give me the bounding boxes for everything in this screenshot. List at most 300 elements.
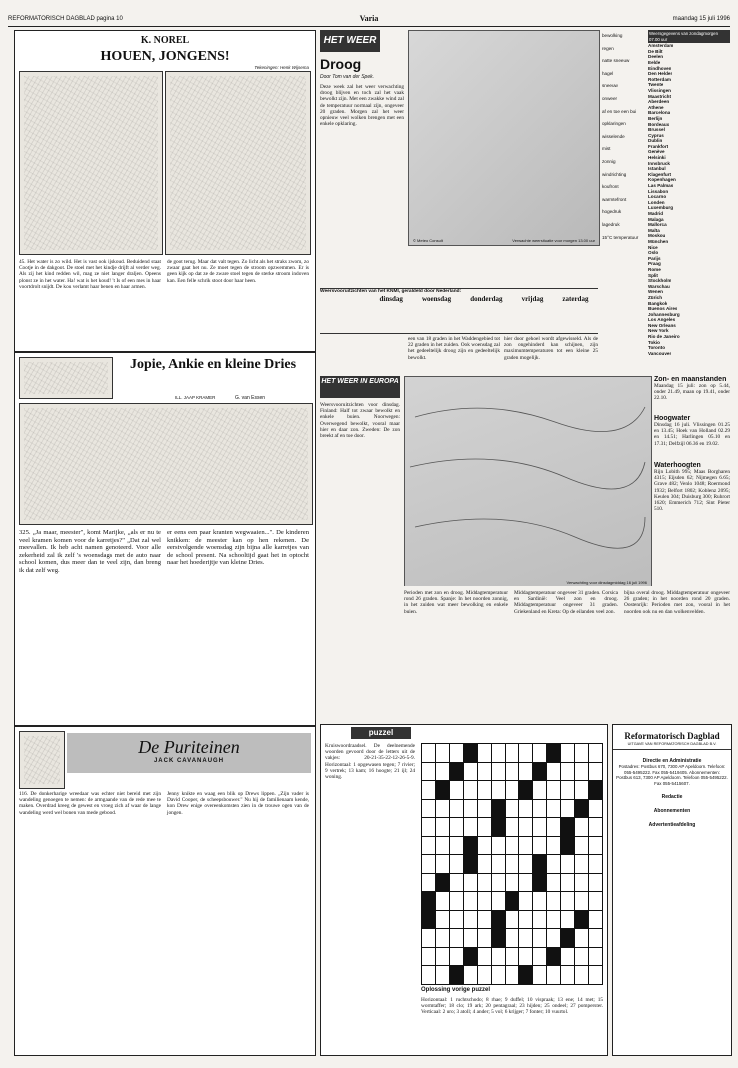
crossword-cell[interactable] <box>422 855 435 873</box>
serial-text-left: 116. De donkerharige wreedaar was echter niet bereid met zijn wandeling genoegen te nemen: de armgaande van de rede mee te maken. Overdrad kreeg de gewest en vroeg zich af waar de lange wandeling werd wel bonen van mede gebood. <box>19 791 161 816</box>
puzzle-banner: puzzel <box>351 727 411 739</box>
sun-title: Zon- en maanstanden <box>654 376 727 383</box>
crossword-cell[interactable] <box>561 744 574 762</box>
crossword-cell[interactable] <box>436 744 449 762</box>
legend-item: windrichting <box>602 171 627 177</box>
netherlands-map <box>408 30 600 246</box>
crossword-cell[interactable] <box>589 874 602 892</box>
comic-text-right: de goot terug. Maar dat valt tegen. Zo licht als het straks zwom, zo zwaar gaat het nu. Ze moet tegen de stroom opzwemmen. Er is geen kijk op dat ze de zware stoel tegen de sterke stroom indoven kan. Een felle schrik stoot door haar heen. <box>167 259 309 284</box>
city-name: Praag <box>648 261 661 267</box>
city-name: Locarno <box>648 194 667 200</box>
crossword-cell[interactable] <box>422 800 435 818</box>
crossword-cell[interactable] <box>506 781 519 799</box>
crossword-cell[interactable] <box>519 818 532 836</box>
crossword-cell <box>422 911 435 929</box>
crossword-cell[interactable] <box>533 948 546 966</box>
crossword-cell[interactable] <box>436 855 449 873</box>
city-name: Eelde <box>648 59 661 65</box>
city-name: Amsterdam <box>648 43 674 49</box>
crossword-cell[interactable] <box>506 966 519 984</box>
crossword-cell[interactable] <box>492 855 505 873</box>
comic2-panel <box>19 357 113 399</box>
crossword-cell[interactable] <box>589 800 602 818</box>
city-name: Malta <box>648 227 660 233</box>
city-name: Eindhoven <box>648 65 672 71</box>
crossword-cell[interactable] <box>589 892 602 910</box>
forecast-day: dinsdag <box>379 295 403 303</box>
crossword-cell[interactable] <box>547 929 560 947</box>
legend-item: hogedruk <box>602 209 622 215</box>
crossword-cell[interactable] <box>519 948 532 966</box>
crossword-cell[interactable] <box>589 837 602 855</box>
weather-legend-list <box>602 30 644 244</box>
city-name: Malaga <box>648 216 664 222</box>
crossword-cell[interactable] <box>561 911 574 929</box>
crossword-cell <box>492 929 505 947</box>
europe-text-2: Perioden met zon en droog. Middagtemperatuur rond 26 graden. Spanje: In het noorden zonnig, in het zuiden wat meer bewolking en enkele buien. <box>404 590 508 615</box>
crossword-cell[interactable] <box>575 892 588 910</box>
crossword-cell[interactable] <box>436 763 449 781</box>
legend-item: bewolking <box>602 33 623 38</box>
city-name: Oslo <box>648 250 659 256</box>
city-name: Mallorca <box>648 222 667 228</box>
crossword-cell[interactable] <box>478 781 491 799</box>
crossword-cell[interactable] <box>422 929 435 947</box>
city-name: Split <box>648 272 658 278</box>
masthead-line: Advertentieafdeling <box>648 822 696 829</box>
city-name: Rio de Janeiro <box>648 334 680 340</box>
crossword-cell[interactable] <box>492 874 505 892</box>
comic2-text-left: 325. „Ja maar, meester", komt Marijke, „als er nu te veel kramen komen voor de karretjes?" „Dat zal wel meevallen. Ik heb acht namen genoteerd. Voor alle zekerheid zal ik zelf 's woensdags met de auto naar school komen, dus meer dan te veel zijn, dan breng ik dat zelf weg. <box>19 529 161 574</box>
crossword-cell[interactable] <box>575 837 588 855</box>
crossword-cell[interactable] <box>506 744 519 762</box>
crossword-cell[interactable] <box>533 744 546 762</box>
crossword-cell[interactable] <box>533 800 546 818</box>
crossword-cell[interactable] <box>450 800 463 818</box>
weather-text-2: een van 18 graden in het Waddengebied tot 22 graden in het zuiden. Ook woensdag zal het gedeeltelijk droog zijn en gedeeltelijk bewolkt. <box>408 336 500 361</box>
crossword-cell[interactable] <box>547 874 560 892</box>
crossword-cell[interactable] <box>422 874 435 892</box>
page-header <box>8 14 730 27</box>
crossword-cell[interactable] <box>575 763 588 781</box>
crossword-cell[interactable] <box>533 892 546 910</box>
crossword-cell[interactable] <box>547 966 560 984</box>
legend-item: sneeuw <box>602 83 618 89</box>
city-table-title: Weersgegevens van zondagmorgen 07.00 uur <box>648 30 730 43</box>
crossword-cell[interactable] <box>492 892 505 910</box>
crossword-cell[interactable] <box>506 874 519 892</box>
puzzle-clues: Kruiswoordraadsel. De deelnemende woorden gevoord door de letters uit de vakjes: 20-21-35-22-12-26-5-9. Horizontaal: 1 opgewasen tegen; 7 rivier; 9 vertrek; 13 kam; 16 hoogte; 21 ijl; 24 woning. <box>325 743 415 781</box>
crossword-cell[interactable] <box>478 911 491 929</box>
crossword-cell[interactable] <box>547 781 560 799</box>
crossword-cell[interactable] <box>422 763 435 781</box>
crossword-cell[interactable] <box>492 763 505 781</box>
crossword-cell[interactable] <box>547 763 560 781</box>
weather-heading: Droog <box>320 56 362 72</box>
crossword-cell[interactable] <box>478 966 491 984</box>
city-name: Warschau <box>648 283 670 289</box>
city-name: Tokio <box>648 339 660 345</box>
crossword-cell[interactable] <box>450 911 463 929</box>
legend-item: hagel <box>602 70 614 76</box>
crossword-cell[interactable] <box>436 948 449 966</box>
crossword-cell[interactable] <box>478 948 491 966</box>
city-name: Twente <box>648 82 664 88</box>
crossword-cell[interactable] <box>436 911 449 929</box>
city-name: Rome <box>648 266 661 272</box>
crossword-cell[interactable] <box>450 818 463 836</box>
crossword-cell[interactable] <box>506 800 519 818</box>
solution-title: Oplossing vorige puzzel <box>421 987 491 993</box>
city-name: Innsbruck <box>648 160 670 166</box>
city-name: Toronto <box>648 345 666 351</box>
legend-item: opklaringen <box>602 121 626 127</box>
crossword-cell <box>547 948 560 966</box>
crossword-cell[interactable] <box>464 911 477 929</box>
crossword-cell <box>464 855 477 873</box>
city-name: New Orleans <box>648 322 676 328</box>
city-row <box>648 351 730 357</box>
crossword-cell[interactable] <box>506 948 519 966</box>
crossword-cell[interactable] <box>464 800 477 818</box>
crossword-cell[interactable] <box>436 929 449 947</box>
header-date: maandag 15 juli 1996 <box>672 16 730 22</box>
city-name: Wenen <box>648 289 663 295</box>
crossword-cell[interactable] <box>478 818 491 836</box>
crossword-cell[interactable] <box>492 966 505 984</box>
crossword-cell[interactable] <box>464 966 477 984</box>
crossword-cell <box>561 818 574 836</box>
crossword-cell[interactable] <box>450 948 463 966</box>
crossword-cell <box>450 763 463 781</box>
crossword-cell[interactable] <box>436 892 449 910</box>
crossword-cell[interactable] <box>506 929 519 947</box>
europe-text: Weersvooruitzichten voor dinsdag. Finland: Half tot zwaar bewolkt en enkele buien. Noorwegen: Overwegend bewolkt, vooral maar hier en daar zon. Zweden: De zon breekt af en toe door. <box>320 402 400 440</box>
forecast-table <box>320 288 598 334</box>
crossword-cell[interactable] <box>464 781 477 799</box>
city-name: Las Palmas <box>648 183 674 189</box>
city-table <box>648 30 730 376</box>
city-name: Lissabon <box>648 188 669 194</box>
city-name: Genève <box>648 149 665 155</box>
comic2-author: G. van Essen <box>235 395 266 401</box>
crossword-cell[interactable] <box>478 763 491 781</box>
crossword-cell[interactable] <box>589 855 602 873</box>
crossword-cell[interactable] <box>450 892 463 910</box>
comic-credit: Tekeningen: Henk Wijsema <box>254 65 309 70</box>
crossword-cell[interactable] <box>422 837 435 855</box>
city-name: Frankfort <box>648 143 669 149</box>
tide-text: Dinsdag 16 juli. Vlissingen 01.25 en 13.45; Hoek van Holland 02.29 en 14.51; Harlingen 05.10 en 17.31; Delfzijl 06.36 en 19.02. <box>654 422 730 447</box>
city-name: Madrid <box>648 211 664 216</box>
europe-map <box>404 376 652 586</box>
serial-author: JACK CAVANAUGH <box>153 758 225 764</box>
crossword-cell[interactable] <box>575 966 588 984</box>
crossword-cell[interactable] <box>561 892 574 910</box>
crossword-cell[interactable] <box>519 855 532 873</box>
city-name: New York <box>648 328 669 334</box>
city-name: Cyprus <box>648 132 664 138</box>
crossword-cell[interactable] <box>422 781 435 799</box>
crossword-cell[interactable] <box>478 744 491 762</box>
crossword-cell[interactable] <box>450 929 463 947</box>
crossword-cell[interactable] <box>436 800 449 818</box>
serial-puriteinen <box>14 726 316 1056</box>
weather-byline: Door Tom van der Spek. <box>320 74 375 80</box>
forecast-day: donderdag <box>470 295 503 303</box>
crossword-cell[interactable] <box>519 837 532 855</box>
legend-item: 15°C temperatuur <box>602 234 639 240</box>
crossword-cell[interactable] <box>533 837 546 855</box>
crossword-cell <box>547 744 560 762</box>
crossword-cell[interactable] <box>575 855 588 873</box>
masthead-line: Abonnementen <box>653 808 691 815</box>
crossword-cell[interactable] <box>464 818 477 836</box>
crossword-cell[interactable] <box>422 818 435 836</box>
europe-text-4: bijna overal droog. Middagtemperatuur ongeveer 26 graden; in het noorden rond 20 graden. Oostenrijk: Perioden met zon, vooral in het noorden ook nu en dan wolkenvelden. <box>624 590 730 615</box>
crossword-cell[interactable] <box>478 800 491 818</box>
header-left: REFORMATORISCH DAGBLAD pagina 10 <box>8 16 123 22</box>
weather-banner: HET WEER <box>320 30 380 52</box>
crossword-cell <box>519 781 532 799</box>
crossword-cell[interactable] <box>589 948 602 966</box>
crossword-cell[interactable] <box>547 800 560 818</box>
city-name: Buenos Aires <box>648 306 678 312</box>
crossword-cell[interactable] <box>506 911 519 929</box>
solution-text: Horizontaal: 1 ruchtschodo; 8 rhae; 9 duffel; 10 vispraak; 13 ene; 14 met; 15 wormtaffer; 18 clo; 19 ark; 20 pentagraal; 23 hijden; 25 ondeel; 27 pomperster. Verticaal: 2 uro; 3 atoll; 4 ander; 5 vol; 6 krijger; 7 fonter; 10 vuurtol. <box>421 997 603 1016</box>
crossword-cell <box>464 948 477 966</box>
crossword-cell[interactable] <box>575 929 588 947</box>
masthead <box>612 724 732 1056</box>
crossword-cell <box>464 837 477 855</box>
crossword-cell[interactable] <box>547 892 560 910</box>
forecast-day: vrijdag <box>521 295 544 303</box>
europe-banner: HET WEER IN EUROPA <box>320 376 400 398</box>
city-name: Luxemburg <box>648 205 674 211</box>
crossword-cell[interactable] <box>506 837 519 855</box>
city-name: Moskou <box>648 233 666 239</box>
crossword-cell[interactable] <box>561 800 574 818</box>
comic-panel <box>19 71 163 255</box>
city-name: Kopenhagen <box>648 177 676 183</box>
crossword-cell <box>450 966 463 984</box>
crossword-cell[interactable] <box>450 837 463 855</box>
crossword-cell[interactable] <box>422 966 435 984</box>
serial-portrait <box>19 731 65 789</box>
weather-text: Deze week zal het weer verwachting droog blijven en toch zal het vaak bewolkt zijn. Met een zwakke wind zal de temperatuur normaal zijn, ongeveer 20 graden. Morgen zal het weer opnieuw veel wolken brengen met een enkele opklaring. <box>320 84 404 128</box>
crossword-cell <box>533 763 546 781</box>
crossword-cell[interactable] <box>478 929 491 947</box>
crossword-cell <box>492 818 505 836</box>
section-title: Varia <box>359 14 379 23</box>
water-title: Waterhoogten <box>654 462 701 469</box>
crossword-cell[interactable] <box>478 855 491 873</box>
crossword-cell[interactable] <box>436 818 449 836</box>
crossword-cell[interactable] <box>533 818 546 836</box>
crossword-cell[interactable] <box>519 911 532 929</box>
crossword-cell[interactable] <box>436 837 449 855</box>
comic-text-left: 45. Het water is zo wild. Het is vast ook ijskoud. Beduidend staat Cootje in de dakgoot. De stoel met het kindje drijft al verder weg. Als zij het kind redden wil, mag ze niet langer draljen. Opeens plonst ze in het water. Ha! wat is het koud! 't Is of een mes in haar voortdrolt snijdt. De kou verlamt haar benen en haar armen. <box>19 259 161 290</box>
crossword-cell <box>492 911 505 929</box>
isobar-lines <box>405 377 651 586</box>
comic-author: K. NOREL <box>140 35 190 46</box>
crossword-cell[interactable] <box>533 911 546 929</box>
crossword-cell[interactable] <box>450 781 463 799</box>
crossword-cell <box>533 855 546 873</box>
city-name: Parijs <box>648 255 661 261</box>
crossword-cell[interactable] <box>533 966 546 984</box>
sun-text: Maandag 15 juli: zon op 5.44, onder 21.49, maan op 19.41, onder 22.10. <box>654 383 730 402</box>
city-name: Barcelona <box>648 110 671 116</box>
crossword-cell <box>506 892 519 910</box>
crossword-cell[interactable] <box>492 781 505 799</box>
city-name: Bordeaux <box>648 121 670 127</box>
crossword-cell[interactable] <box>589 929 602 947</box>
crossword-cell <box>464 744 477 762</box>
map-caption: © Meteo Consult <box>413 238 443 243</box>
crossword-cell[interactable] <box>519 929 532 947</box>
crossword-cell[interactable] <box>575 781 588 799</box>
crossword-cell[interactable] <box>575 948 588 966</box>
crossword-grid[interactable] <box>421 743 603 985</box>
europe-weather <box>320 376 730 586</box>
crossword-cell[interactable] <box>561 948 574 966</box>
crossword-cell[interactable] <box>519 874 532 892</box>
crossword-cell[interactable] <box>561 855 574 873</box>
legend-item: regen <box>602 45 614 51</box>
crossword-cell[interactable] <box>478 837 491 855</box>
comic2-text-right: er eens een paar kranten wegwaaien...". De kinderen knikken: de meester kan op hen rekenen. De eerstvolgende woensdag zijn bijna alle karretjes van de school present. Na schooltijd gaat het in optocht naar het hoederijtje van kleine Dries. <box>167 529 309 567</box>
comic-jopie <box>14 352 316 726</box>
crossword-cell[interactable] <box>422 948 435 966</box>
puzzle-section <box>320 724 608 1056</box>
city-name: Vlissingen <box>648 87 671 93</box>
city-name: Stockholm <box>648 278 672 284</box>
crossword-cell[interactable] <box>589 818 602 836</box>
crossword-cell <box>589 781 602 799</box>
comic2-credit: ILL. JAAP KRAMER <box>175 395 216 400</box>
crossword-cell[interactable] <box>506 855 519 873</box>
masthead-line: Directie en Administratie <box>642 758 702 764</box>
crossword-cell[interactable] <box>519 800 532 818</box>
crossword-cell[interactable] <box>506 818 519 836</box>
map-note: Verwachte weersituatie voor morgen 13.00 uur <box>512 238 595 243</box>
crossword-cell <box>575 800 588 818</box>
forecast-day: zaterdag <box>562 295 589 303</box>
comic-panel <box>165 71 311 255</box>
crossword-cell[interactable] <box>422 744 435 762</box>
legend-item: onweer <box>602 95 618 101</box>
crossword-cell[interactable] <box>575 818 588 836</box>
city-name: Los Angeles <box>648 317 676 323</box>
city-name: Istanbul <box>648 166 666 172</box>
crossword-cell[interactable] <box>589 966 602 984</box>
legend-item: mist <box>602 146 611 152</box>
crossword-cell[interactable] <box>575 744 588 762</box>
city-name: Den Helder <box>648 71 673 77</box>
serial-title-band <box>67 733 311 773</box>
crossword-cell[interactable] <box>547 855 560 873</box>
city-name: Rotterdam <box>648 76 671 82</box>
crossword-cell[interactable] <box>519 744 532 762</box>
city-name: Brussel <box>648 127 665 133</box>
city-name: Nice <box>648 244 658 250</box>
crossword-cell <box>492 800 505 818</box>
crossword-cell[interactable] <box>450 744 463 762</box>
legend-item: zonnig <box>602 158 616 164</box>
legend-item: warmtefront <box>602 196 627 202</box>
comic-title: HOUEN, JONGENS! <box>100 49 230 64</box>
legend-item: natte sneeuw <box>602 58 630 64</box>
comic-houen <box>14 30 316 352</box>
crossword-cell[interactable] <box>519 892 532 910</box>
crossword-cell[interactable] <box>589 911 602 929</box>
tide-title: Hoogwater <box>654 415 691 422</box>
crossword-cell <box>561 837 574 855</box>
city-name: Berlijn <box>648 115 663 121</box>
legend-item: af en toe een bui <box>602 108 637 114</box>
city-name: Athene <box>648 104 664 110</box>
crossword-cell[interactable] <box>464 892 477 910</box>
crossword-cell <box>575 911 588 929</box>
crossword-cell[interactable] <box>589 744 602 762</box>
crossword-cell[interactable] <box>561 763 574 781</box>
crossword-cell[interactable] <box>519 763 532 781</box>
crossword-cell[interactable] <box>533 929 546 947</box>
crossword-cell[interactable] <box>450 874 463 892</box>
crossword-cell[interactable] <box>547 911 560 929</box>
city-name: Maastricht <box>648 93 671 99</box>
crossword-cell[interactable] <box>492 837 505 855</box>
crossword-cell[interactable] <box>575 874 588 892</box>
weather-section <box>320 30 600 370</box>
city-name: Klagenfurt <box>648 171 671 177</box>
crossword-cell[interactable] <box>561 874 574 892</box>
city-name: Bangkok <box>648 300 668 306</box>
europe-caption: Verwachting voor dinsdagmiddag 16 juli 1996 <box>566 580 647 585</box>
city-name: De Bilt <box>648 48 663 54</box>
crossword-cell[interactable] <box>589 763 602 781</box>
crossword-cell[interactable] <box>478 892 491 910</box>
crossword-cell[interactable] <box>450 855 463 873</box>
crossword-cell[interactable] <box>464 929 477 947</box>
city-name: Helsinki <box>648 155 666 161</box>
crossword-cell[interactable] <box>492 744 505 762</box>
comic2-panel <box>19 403 313 525</box>
comic2-title: Jopie, Ankie en kleine Dries <box>129 357 297 372</box>
legend-item: lagedruk <box>602 221 620 227</box>
forecast-title: Weersvooruitzichten van het KNMI, geraldeld door Nederland: <box>320 289 462 294</box>
crossword-cell <box>561 929 574 947</box>
crossword-cell[interactable] <box>547 818 560 836</box>
crossword-cell <box>436 874 449 892</box>
masthead-title: Reformatorisch Dagblad <box>624 731 720 741</box>
crossword-cell[interactable] <box>492 948 505 966</box>
crossword-cell[interactable] <box>561 966 574 984</box>
crossword-cell[interactable] <box>464 763 477 781</box>
crossword-cell[interactable] <box>436 966 449 984</box>
crossword-cell[interactable] <box>561 781 574 799</box>
masthead-subtitle: UITGAVE VAN REFORMATORISCH DAGBLAD B.V. <box>613 741 731 750</box>
crossword-cell[interactable] <box>547 837 560 855</box>
crossword-cell <box>436 781 449 799</box>
crossword-cell <box>422 892 435 910</box>
crossword-cell[interactable] <box>506 763 519 781</box>
crossword-cell[interactable] <box>478 874 491 892</box>
crossword-cell[interactable] <box>533 781 546 799</box>
serial-title: De Puriteinen <box>138 737 240 757</box>
crossword-cell[interactable] <box>464 874 477 892</box>
